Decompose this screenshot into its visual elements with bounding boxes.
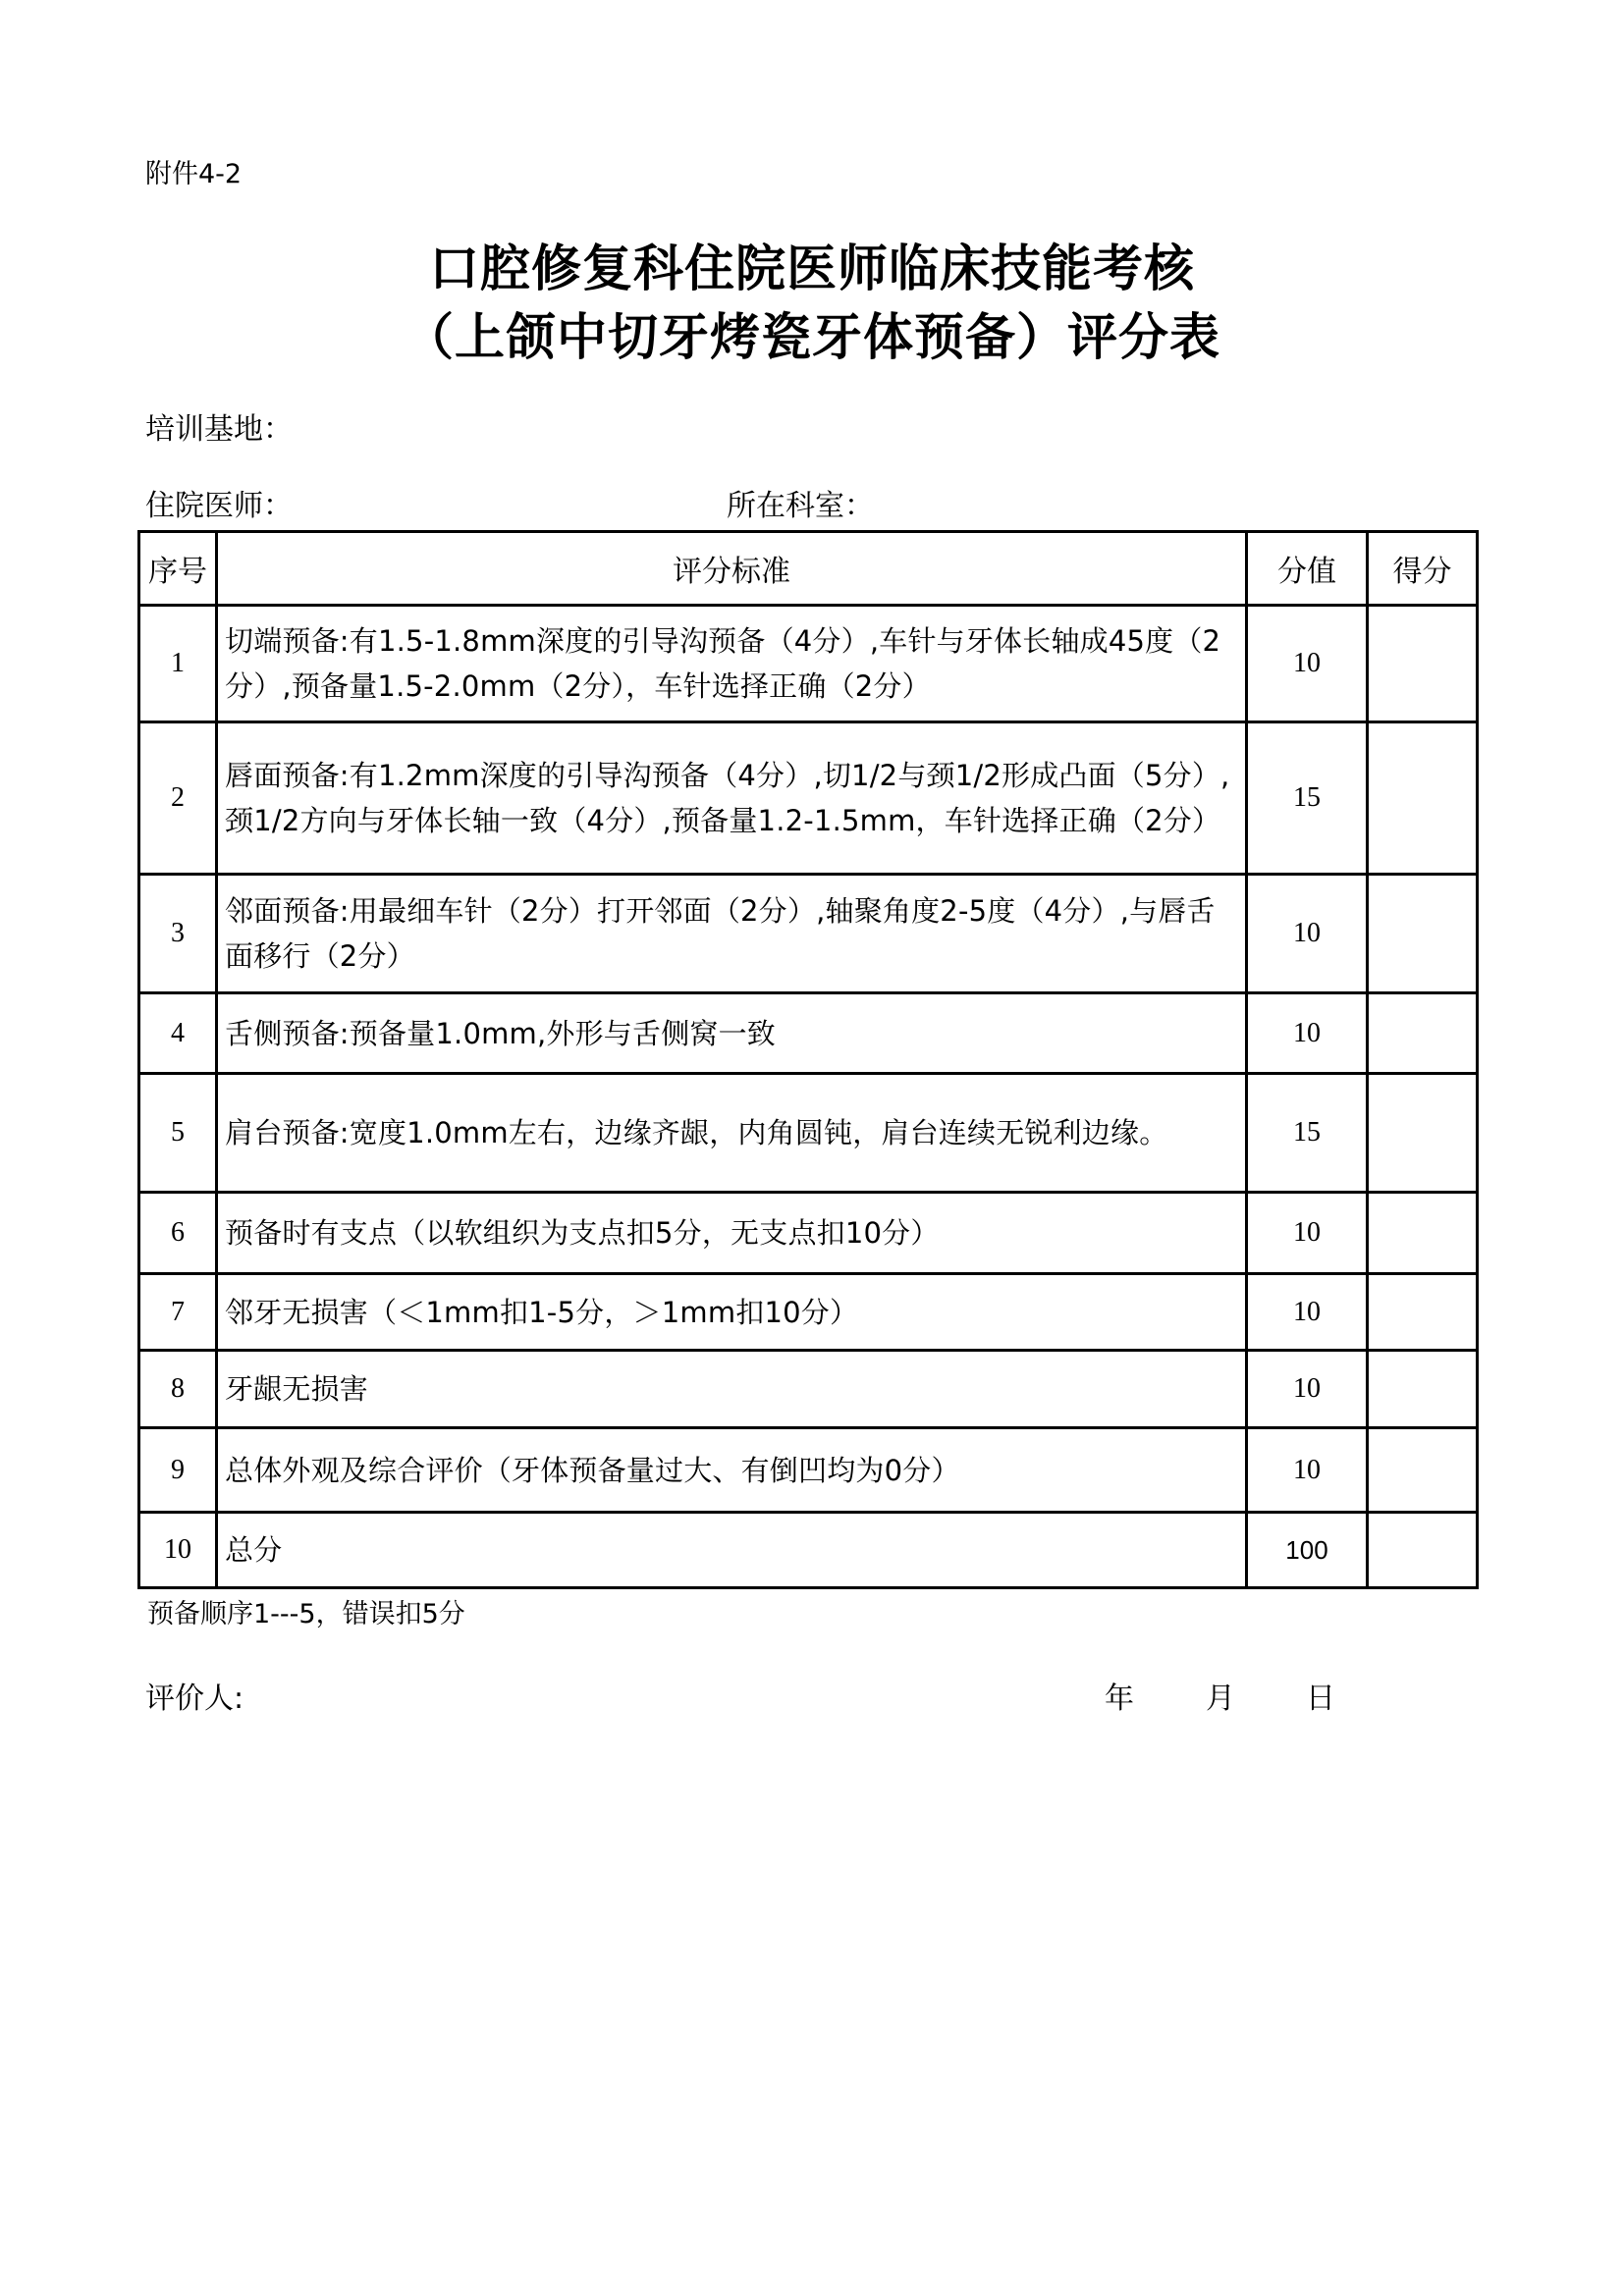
table-row (139, 606, 1478, 722)
row-points: 15 (1247, 1074, 1368, 1193)
row-score-cell[interactable] (1368, 722, 1478, 875)
row-points: 10 (1247, 1428, 1368, 1513)
table-row (139, 722, 1478, 875)
row-no: 3 (139, 875, 217, 993)
table-row (139, 993, 1478, 1074)
row-score-cell[interactable] (1368, 1274, 1478, 1351)
row-criteria: 总体外观及综合评价（牙体预备量过大、有倒凹均为0分） (217, 1428, 1247, 1513)
table-row (139, 1274, 1478, 1351)
row-no: 7 (139, 1274, 217, 1351)
row-points: 10 (1247, 875, 1368, 993)
row-score-cell[interactable] (1368, 993, 1478, 1074)
row-points: 10 (1247, 993, 1368, 1074)
row-criteria: 牙龈无损害 (217, 1351, 1247, 1428)
row-points: 10 (1247, 606, 1368, 722)
table-header-row (139, 532, 1478, 606)
row-no: 10 (139, 1513, 217, 1588)
resident-doctor-label: 住院医师： (145, 489, 293, 523)
row-score-cell[interactable] (1368, 875, 1478, 993)
row-score-cell[interactable] (1368, 1428, 1478, 1513)
table-row (139, 1074, 1478, 1193)
row-score-cell[interactable] (1368, 1351, 1478, 1428)
row-no: 2 (139, 722, 217, 875)
row-score-cell[interactable] (1368, 606, 1478, 722)
row-criteria: 切端预备:有1.5-1.8mm深度的引导沟预备（4分）,车针与牙体长轴成45度（2分）,预备量1.5-2.0mm（2分），车针选择正确（2分） (217, 606, 1247, 722)
header-no: 序号 (139, 532, 217, 606)
training-base-label: 培训基地： (145, 412, 293, 447)
row-criteria: 总分 (217, 1513, 1247, 1588)
attachment-label: 附件4-2 (145, 159, 243, 189)
evaluator-label: 评价人: (145, 1682, 244, 1716)
table-row (139, 1351, 1478, 1428)
row-criteria: 肩台预备:宽度1.0mm左右，边缘齐龈，内角圆钝，肩台连续无锐利边缘。 (217, 1074, 1247, 1193)
row-no: 5 (139, 1074, 217, 1193)
row-score-cell[interactable] (1368, 1193, 1478, 1274)
header-criteria: 评分标准 (217, 532, 1247, 606)
table-row (139, 1193, 1478, 1274)
row-score-cell[interactable] (1368, 1513, 1478, 1588)
date-year-label: 年 (1105, 1682, 1134, 1716)
table-row (139, 875, 1478, 993)
table-row (139, 1428, 1478, 1513)
row-no: 9 (139, 1428, 217, 1513)
table-row-total (139, 1513, 1478, 1588)
row-points: 15 (1247, 722, 1368, 875)
score-table (137, 530, 1479, 1589)
row-criteria: 舌侧预备:预备量1.0mm,外形与舌侧窝一致 (217, 993, 1247, 1074)
row-no: 1 (139, 606, 217, 722)
header-score: 得分 (1368, 532, 1478, 606)
row-points: 10 (1247, 1274, 1368, 1351)
row-points: 10 (1247, 1351, 1368, 1428)
row-criteria: 邻牙无损害（＜1mm扣1-5分，＞1mm扣10分） (217, 1274, 1247, 1351)
row-criteria: 邻面预备:用最细车针（2分）打开邻面（2分）,轴聚角度2-5度（4分）,与唇舌面移行（2分） (217, 875, 1247, 993)
header-points: 分值 (1247, 532, 1368, 606)
order-note: 预备顺序1---5，错误扣5分 (147, 1599, 465, 1629)
row-points: 10 (1247, 1193, 1368, 1274)
date-month-label: 月 (1206, 1682, 1235, 1716)
row-criteria: 唇面预备:有1.2mm深度的引导沟预备（4分）,切1/2与颈1/2形成凸面（5分）,颈1/2方向与牙体长轴一致（4分）,预备量1.2-1.5mm，车针选择正确（2分） (217, 722, 1247, 875)
department-label: 所在科室： (727, 489, 874, 523)
row-points: 100 (1247, 1513, 1368, 1588)
row-no: 6 (139, 1193, 217, 1274)
row-score-cell[interactable] (1368, 1074, 1478, 1193)
page-title-line-2: （上颌中切牙烤瓷牙体预备）评分表 (403, 309, 1220, 367)
row-no: 4 (139, 993, 217, 1074)
row-no: 8 (139, 1351, 217, 1428)
page-title-line-1: 口腔修复科住院医师临床技能考核 (428, 240, 1195, 298)
row-criteria: 预备时有支点（以软组织为支点扣5分，无支点扣10分） (217, 1193, 1247, 1274)
date-day-label: 日 (1306, 1682, 1335, 1716)
